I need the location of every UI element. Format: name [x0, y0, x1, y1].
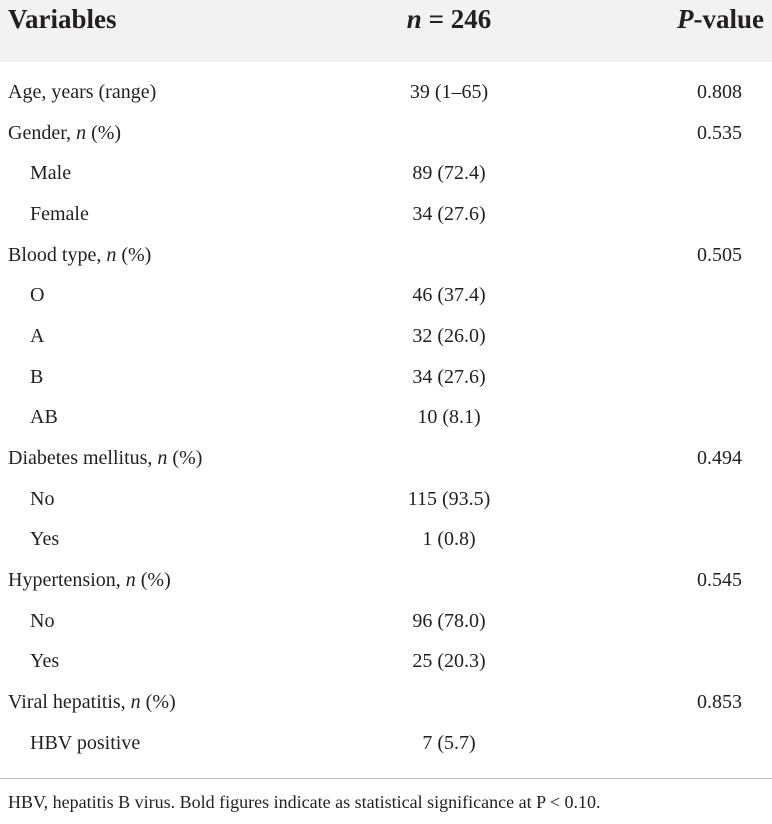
header-p-rest: -value — [693, 4, 764, 34]
row-label: Yes — [30, 650, 60, 672]
row-label: Male — [30, 162, 72, 184]
table-row — [0, 406, 772, 446]
row-n: 1 (0.8) — [422, 528, 476, 550]
row-label: A — [30, 325, 45, 347]
row-label: HBV positive — [30, 732, 141, 754]
row-label-suffix: (%) — [116, 244, 152, 266]
row-label-suffix: (%) — [140, 691, 176, 713]
row-label-suffix: (%) — [86, 122, 122, 144]
table-row — [0, 732, 772, 772]
row-label — [8, 447, 202, 470]
header-variables: Variables — [8, 4, 117, 34]
row-n: 46 (37.4) — [412, 284, 486, 306]
row-label: Yes — [30, 528, 60, 550]
table-row — [0, 162, 772, 202]
table-header — [0, 0, 772, 62]
table-row — [0, 650, 772, 690]
row-label: O — [30, 284, 45, 306]
row-label — [8, 244, 151, 267]
header-n — [334, 4, 564, 35]
row-label: No — [30, 610, 55, 632]
table-row — [0, 691, 772, 731]
row-label: No — [30, 488, 55, 510]
row-label: B — [30, 366, 44, 388]
row-n: 25 (20.3) — [412, 650, 486, 672]
row-label — [8, 569, 171, 592]
row-label-italic: n — [106, 244, 117, 266]
table-row — [0, 610, 772, 650]
row-p: 0.535 — [697, 122, 742, 144]
row-label: Age, years (range) — [8, 81, 157, 103]
row-label-text: Gender, — [8, 122, 77, 144]
row-label — [8, 691, 176, 714]
row-label-italic: n — [76, 122, 87, 144]
row-n: 89 (72.4) — [412, 162, 486, 184]
header-p-italic: P — [677, 4, 694, 34]
row-n: 34 (27.6) — [412, 203, 486, 225]
table-row — [0, 528, 772, 568]
row-n: 115 (93.5) — [407, 488, 491, 510]
row-n: 34 (27.6) — [412, 366, 486, 388]
table-row — [0, 325, 772, 365]
row-label-text: Hypertension, — [8, 569, 126, 591]
row-p: 0.808 — [697, 81, 742, 103]
header-n-rest: = 246 — [421, 4, 492, 34]
row-n: 96 (78.0) — [412, 610, 486, 632]
row-p: 0.494 — [697, 447, 742, 469]
row-n: 39 (1–65) — [409, 81, 489, 103]
header-p-value — [677, 4, 764, 35]
table-row — [0, 244, 772, 284]
row-label-italic: n — [130, 691, 141, 713]
table-row — [0, 122, 772, 162]
table-row — [0, 366, 772, 406]
table-row — [0, 488, 772, 528]
footnote-divider — [0, 778, 772, 779]
row-label-text: Blood type, — [8, 244, 107, 266]
row-label-italic: n — [125, 569, 136, 591]
row-label: AB — [30, 406, 58, 428]
table-row — [0, 203, 772, 243]
row-label: Female — [30, 203, 89, 225]
row-label-text: Diabetes mellitus, — [8, 447, 158, 469]
row-label-text: Viral hepatitis, — [8, 691, 131, 713]
table-footnote: HBV, hepatitis B virus. Bold figures indicate as statistical significance at P < 0.10. — [8, 792, 601, 812]
row-label-suffix: (%) — [135, 569, 171, 591]
row-n: 7 (5.7) — [422, 732, 476, 754]
row-label — [8, 122, 121, 145]
row-label-suffix: (%) — [167, 447, 203, 469]
row-n: 10 (8.1) — [417, 406, 481, 428]
row-p: 0.545 — [697, 569, 742, 591]
row-n: 32 (26.0) — [412, 325, 486, 347]
row-p: 0.505 — [697, 244, 742, 266]
table-row — [0, 81, 772, 121]
table-row — [0, 569, 772, 609]
table-row — [0, 447, 772, 487]
header-n-italic: n — [406, 4, 422, 34]
row-p: 0.853 — [697, 691, 742, 713]
row-label-italic: n — [157, 447, 168, 469]
table-row — [0, 284, 772, 324]
